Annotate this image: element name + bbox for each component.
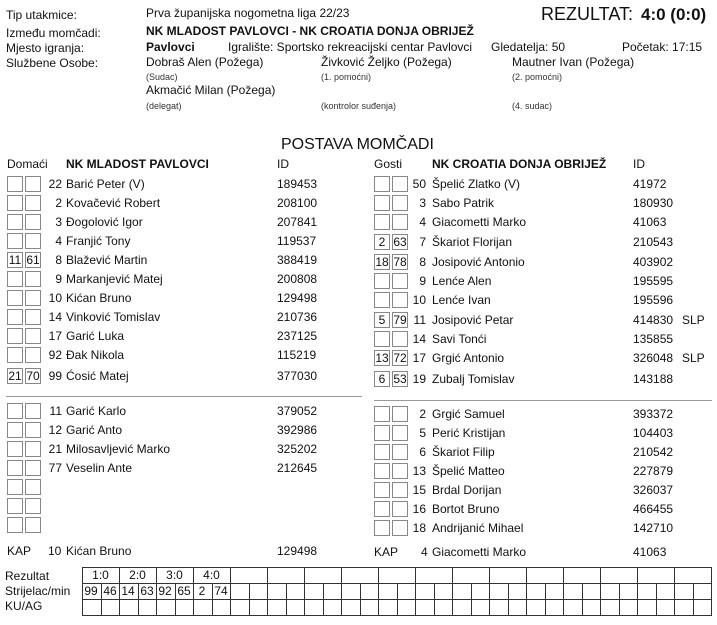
player-number: 9	[55, 272, 62, 286]
mjesto-value: Pavlovci	[146, 40, 195, 54]
player-name: Lenće Ivan	[432, 293, 491, 307]
away-side-label: Gosti	[374, 157, 403, 171]
player-name: Ćosić Matej	[66, 369, 129, 383]
sub-minute-box	[374, 273, 390, 289]
player-id: 392986	[277, 423, 318, 437]
sub-minute-box	[392, 273, 408, 289]
player-number: 5	[419, 426, 426, 440]
scorer-cell: 46	[103, 584, 117, 598]
sub-minute-box	[392, 501, 408, 517]
player-name: Savi Tonći	[432, 332, 487, 346]
player-name: Milosavljević Marko	[66, 442, 171, 456]
home-divider	[6, 396, 362, 397]
player-name: Grgić Antonio	[432, 351, 505, 365]
sub-minute-box	[25, 422, 41, 438]
player-number: 77	[48, 461, 62, 475]
sub-minute-box	[7, 460, 23, 476]
grid-line	[600, 583, 601, 616]
grid-line	[563, 567, 564, 584]
sub-minute-box	[374, 425, 390, 441]
sub-minute-box	[25, 403, 41, 419]
player-id: 207841	[277, 215, 318, 229]
official-name: Mautner Ivan (Požega)	[512, 55, 635, 69]
sub-out-number: 21	[8, 369, 22, 383]
tip-value: Prva županijska nogometna liga 22/23	[146, 6, 350, 20]
official-name: Akmačić Milan (Požega)	[146, 83, 276, 97]
player-id: 466455	[633, 502, 674, 516]
grid-line	[434, 583, 435, 616]
player-number: 99	[48, 369, 62, 383]
player-number: 10	[48, 291, 62, 305]
postava-title: POSTAVA MOMČADI	[281, 136, 434, 153]
player-number: 10	[412, 293, 426, 307]
sub-minute: 78	[393, 255, 407, 269]
home-kap-id: 129498	[277, 544, 318, 558]
player-name: Garić Luka	[66, 329, 125, 343]
sub-minute-box	[392, 520, 408, 536]
sub-minute-box	[7, 403, 23, 419]
grid-line	[693, 583, 694, 616]
player-id: 326037	[633, 483, 674, 497]
sub-minute-box	[7, 290, 23, 306]
grid-line	[619, 583, 620, 616]
grid-line	[397, 583, 398, 616]
pocetak: Početak: 17:15	[622, 40, 703, 54]
player-name: Brdal Dorijan	[432, 483, 502, 497]
player-number: 8	[419, 255, 426, 269]
player-id: 135855	[633, 332, 674, 346]
sub-out-number: 2	[378, 235, 386, 249]
player-number: 3	[55, 215, 62, 229]
player-id: 377030	[277, 369, 318, 383]
player-name: Grgić Samuel	[432, 407, 505, 421]
player-note: SLP	[682, 313, 705, 327]
player-id: 210736	[277, 310, 318, 324]
away-kap-name: Giacometti Marko	[432, 545, 527, 559]
sub-minute: 72	[393, 351, 407, 365]
grid-line	[341, 583, 342, 616]
player-name: Bortot Bruno	[432, 502, 500, 516]
grid-line	[360, 583, 361, 616]
grid-line	[526, 583, 527, 616]
official-name: Živković Željko (Požega)	[321, 55, 452, 69]
player-number: 7	[419, 235, 426, 249]
sub-minute-box	[374, 444, 390, 460]
sub-minute: 70	[26, 369, 40, 383]
sub-minute-box	[392, 444, 408, 460]
grid-line	[489, 567, 490, 584]
player-id: 393372	[633, 407, 674, 421]
player-id: 143188	[633, 372, 674, 386]
official-role: (delegat)	[146, 101, 182, 111]
sub-minute-box	[392, 425, 408, 441]
score-cell: 3:0	[166, 568, 183, 582]
sub-minute-box	[392, 406, 408, 422]
player-id: 142710	[633, 521, 674, 535]
scorer-cell: 99	[84, 584, 98, 598]
sub-minute-box	[374, 214, 390, 230]
player-name: Vinković Tomislav	[66, 310, 161, 324]
grid-line	[415, 567, 416, 584]
match-teams: NK MLADOST PAVLOVCI - NK CROATIA DONJA OBRIJEŽ	[146, 24, 474, 38]
score-cell: 4:0	[203, 568, 220, 582]
grid-line	[637, 583, 638, 616]
player-id: 414830	[633, 313, 674, 327]
sub-minute-box	[7, 233, 23, 249]
sub-minute-box	[7, 176, 23, 192]
player-name: Kićan Bruno	[66, 291, 132, 305]
sub-minute-box	[374, 520, 390, 536]
sub-minute-box	[25, 233, 41, 249]
player-number: 92	[48, 348, 62, 362]
sub-minute-box	[7, 517, 23, 533]
rezultat-label: REZULTAT:	[541, 4, 634, 24]
sub-minute: 79	[393, 313, 407, 327]
sub-minute: 63	[393, 235, 407, 249]
mjesto-label: Mjesto igranja:	[6, 41, 85, 55]
sub-minute-box	[374, 463, 390, 479]
player-number: 11	[49, 404, 62, 418]
player-id: 326048	[633, 351, 674, 365]
player-name: Barić Peter (V)	[66, 177, 145, 191]
sub-minute-box	[25, 479, 41, 495]
grid-line	[563, 583, 564, 616]
sub-minute-box	[7, 214, 23, 230]
home-kap-num: 10	[48, 544, 62, 558]
sub-minute-box	[7, 422, 23, 438]
official-name: Dobraš Alen (Požega)	[146, 55, 264, 69]
grid-line	[545, 583, 546, 616]
sub-minute-box	[392, 463, 408, 479]
sub-out-number: 13	[375, 351, 389, 365]
grid-line	[267, 583, 268, 616]
grid-line	[378, 567, 379, 584]
sub-minute-box	[392, 292, 408, 308]
grid-line	[526, 567, 527, 584]
player-id: 180930	[633, 196, 674, 210]
player-name: Špelić Matteo	[432, 464, 505, 478]
sub-minute-box	[392, 331, 408, 347]
sub-minute: 61	[26, 253, 40, 267]
player-name: Đogolović Igor	[66, 215, 143, 229]
sub-minute-box	[7, 195, 23, 211]
grid-line	[656, 583, 657, 616]
grid-line	[378, 583, 379, 616]
grid-line	[452, 583, 453, 616]
player-name: Škariot Filip	[432, 445, 495, 459]
away-kap-num: 4	[421, 545, 428, 559]
grid-line	[304, 583, 305, 616]
sub-minute-box	[7, 347, 23, 363]
sub-out-number: 18	[375, 255, 389, 269]
grid-line	[230, 567, 231, 584]
player-name: Blažević Martin	[66, 253, 148, 267]
sub-minute-box	[374, 331, 390, 347]
score-cell: 1:0	[92, 568, 109, 582]
player-number: 8	[55, 253, 62, 267]
sub-minute-box	[374, 482, 390, 498]
grid-line	[230, 583, 231, 616]
izmedu-label: Između momčadi:	[6, 26, 101, 40]
grid-line	[323, 583, 324, 616]
summary-strijelac-label: Strijelac/min	[5, 584, 71, 598]
player-name: Perić Kristijan	[432, 426, 506, 440]
home-kap-name: Kićan Bruno	[66, 544, 132, 558]
grid-line	[304, 567, 305, 584]
sub-minute-box	[7, 441, 23, 457]
player-number: 4	[419, 215, 426, 229]
grid-line	[286, 583, 287, 616]
sub-minute-box	[25, 517, 41, 533]
sub-minute-box	[25, 309, 41, 325]
grid-line	[508, 583, 509, 616]
grid-line	[471, 583, 472, 616]
sub-minute-box	[7, 309, 23, 325]
player-id: 237125	[277, 329, 318, 343]
sub-minute-box	[374, 195, 390, 211]
sub-minute-box	[7, 271, 23, 287]
sub-minute-box	[374, 406, 390, 422]
player-id: 41972	[633, 177, 667, 191]
player-note: SLP	[682, 351, 705, 365]
player-id: 129498	[277, 291, 318, 305]
player-number: 21	[48, 442, 62, 456]
sub-minute-box	[7, 328, 23, 344]
home-id-label: ID	[277, 157, 289, 171]
player-number: 6	[419, 445, 426, 459]
sub-minute-box	[25, 347, 41, 363]
igraliste: Igralište: Sportsko rekreacijski centar Pavlovci	[228, 40, 473, 54]
player-id: 115219	[277, 348, 317, 362]
player-id: 200808	[277, 272, 318, 286]
sub-minute-box	[392, 195, 408, 211]
rezultat-value: 4:0 (0:0)	[641, 5, 707, 24]
player-id: 41063	[633, 215, 667, 229]
player-name: Franjić Tony	[66, 234, 131, 248]
sub-minute-box	[374, 501, 390, 517]
player-number: 17	[48, 329, 62, 343]
player-number: 12	[48, 423, 62, 437]
player-name: Đak Nikola	[66, 348, 125, 362]
away-divider	[374, 400, 712, 401]
summary-kuag-label: KU/AG	[5, 599, 43, 613]
grid-line	[582, 583, 583, 616]
player-name: Markanjević Matej	[66, 272, 163, 286]
player-number: 17	[412, 351, 426, 365]
player-id: 403902	[633, 255, 674, 269]
scorer-cell: 74	[214, 584, 228, 598]
sub-out-number: 6	[378, 372, 386, 386]
player-name: Giacometti Marko	[432, 215, 527, 229]
home-kap-label: KAP	[7, 544, 32, 558]
grid-line	[452, 567, 453, 584]
player-name: Andrijanić Mihael	[432, 521, 524, 535]
player-name: Veselin Ante	[66, 461, 133, 475]
player-name: Kovačević Robert	[66, 196, 161, 210]
official-role: (kontrolor suđenja)	[321, 101, 397, 111]
away-id-label: ID	[633, 157, 645, 171]
player-id: 227879	[633, 464, 674, 478]
home-side-label: Domaći	[7, 157, 48, 171]
grid-line	[489, 583, 490, 616]
sub-minute: 53	[393, 372, 407, 386]
grid-line	[249, 583, 250, 616]
player-id: 104403	[633, 426, 674, 440]
sub-minute-box	[7, 479, 23, 495]
player-id: 208100	[277, 196, 318, 210]
player-name: Škariot Florijan	[432, 235, 513, 249]
player-number: 22	[48, 177, 62, 191]
away-kap-label: KAP	[374, 545, 399, 559]
sub-out-number: 5	[378, 313, 386, 327]
player-number: 3	[419, 196, 426, 210]
sub-minute-box	[25, 460, 41, 476]
home-team-name: NK MLADOST PAVLOVCI	[66, 157, 209, 171]
player-name: Garić Karlo	[66, 404, 127, 418]
scorer-cell: 63	[140, 584, 154, 598]
player-number: 14	[412, 332, 426, 346]
scorer-cell: 65	[177, 584, 191, 598]
grid-line	[267, 567, 268, 584]
player-number: 14	[48, 310, 62, 324]
official-role: (4. sudac)	[512, 101, 553, 111]
sluzbene-label: Službene Osobe:	[6, 56, 99, 70]
player-name: Lenće Alen	[432, 274, 492, 288]
sub-minute-box	[374, 292, 390, 308]
scorer-cell: 2	[198, 584, 206, 598]
away-kap-id: 41063	[633, 545, 667, 559]
player-number: 19	[412, 372, 426, 386]
official-role: (Sudac)	[146, 72, 178, 82]
player-name: Zubalj Tomislav	[432, 372, 515, 386]
player-number: 18	[412, 521, 426, 535]
sub-minute-box	[25, 290, 41, 306]
sub-minute-box	[25, 271, 41, 287]
player-id: 210543	[633, 235, 674, 249]
official-role: (2. pomoćni)	[512, 72, 563, 82]
player-name: Josipović Antonio	[432, 255, 525, 269]
player-name: Sabo Patrik	[432, 196, 495, 210]
sub-out-number: 11	[8, 253, 22, 267]
player-name: Josipović Petar	[432, 313, 514, 327]
sub-minute-box	[392, 482, 408, 498]
tip-label: Tip utakmice:	[6, 8, 77, 22]
score-cell: 2:0	[129, 568, 146, 582]
grid-line	[637, 567, 638, 584]
player-number: 15	[412, 483, 426, 497]
away-team-name: NK CROATIA DONJA OBRIJEŽ	[432, 157, 607, 171]
player-id: 210542	[633, 445, 674, 459]
sub-minute-box	[25, 328, 41, 344]
player-id: 379052	[277, 404, 318, 418]
player-id: 212645	[277, 461, 318, 475]
player-id: 388419	[277, 253, 318, 267]
player-number: 11	[413, 313, 426, 327]
sub-minute-box	[25, 195, 41, 211]
player-number: 2	[419, 407, 426, 421]
sub-minute-box	[374, 176, 390, 192]
sub-minute-box	[392, 176, 408, 192]
sub-minute-box	[7, 498, 23, 514]
official-role: (1. pomoćni)	[321, 72, 372, 82]
scorer-cell: 92	[158, 584, 172, 598]
player-id: 195595	[633, 274, 674, 288]
sub-minute-box	[25, 176, 41, 192]
player-id: 119537	[277, 234, 317, 248]
player-number: 9	[419, 274, 426, 288]
summary-rezultat-label: Rezultat	[5, 569, 50, 583]
player-id: 195596	[633, 293, 674, 307]
grid-line	[600, 567, 601, 584]
player-number: 4	[55, 234, 62, 248]
grid-line	[674, 567, 675, 584]
player-number: 13	[412, 464, 426, 478]
gledatelja: Gledatelja: 50	[491, 40, 566, 54]
scorer-cell: 14	[121, 584, 135, 598]
player-id: 189453	[277, 177, 318, 191]
grid-line	[415, 583, 416, 616]
grid-line	[674, 583, 675, 616]
player-number: 2	[55, 196, 62, 210]
player-name: Garić Anto	[66, 423, 123, 437]
player-name: Špelić Zlatko (V)	[432, 177, 521, 191]
grid-line	[341, 567, 342, 584]
sub-minute-box	[25, 498, 41, 514]
player-id: 325202	[277, 442, 318, 456]
sub-minute-box	[25, 441, 41, 457]
player-number: 16	[412, 502, 426, 516]
player-number: 50	[412, 177, 426, 191]
sub-minute-box	[392, 214, 408, 230]
sub-minute-box	[25, 214, 41, 230]
